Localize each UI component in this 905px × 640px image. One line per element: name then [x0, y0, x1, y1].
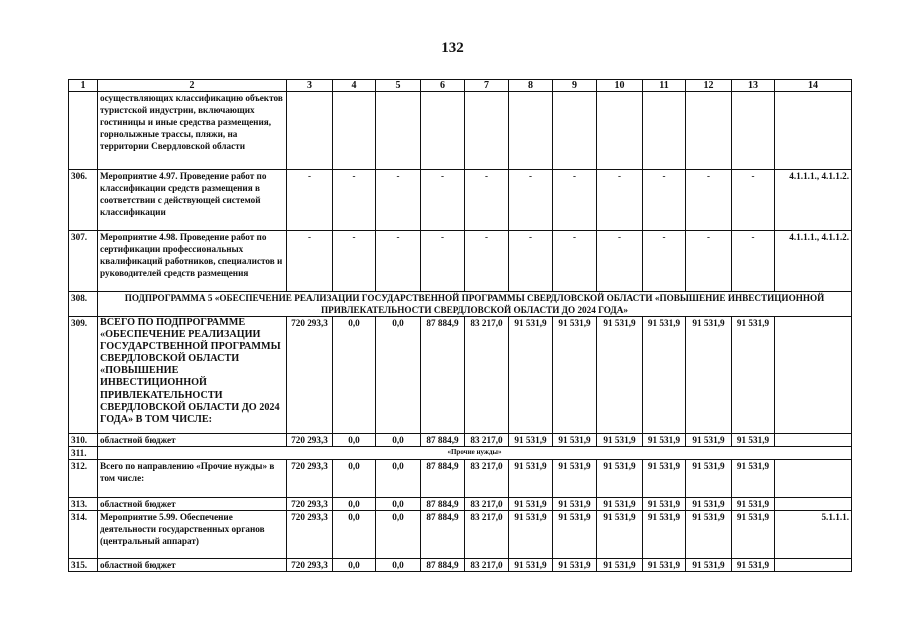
column-header: 9	[553, 80, 597, 92]
funding-value: 83 217,0	[465, 498, 509, 511]
funding-value	[597, 92, 643, 170]
funding-value: 0,0	[333, 511, 376, 559]
funding-value	[421, 92, 465, 170]
column-header: 4	[333, 80, 376, 92]
funding-value: 720 293,3	[287, 511, 333, 559]
funding-value: 91 531,9	[643, 317, 686, 434]
funding-value: 91 531,9	[686, 434, 732, 447]
funding-value: 720 293,3	[287, 434, 333, 447]
table-row	[69, 511, 852, 559]
target-reference	[775, 92, 852, 170]
funding-value: 91 531,9	[732, 317, 775, 434]
target-reference: 4.1.1.1., 4.1.1.2.	[775, 231, 852, 292]
funding-value: 91 531,9	[643, 511, 686, 559]
funding-value: 0,0	[376, 559, 421, 572]
funding-value: 720 293,3	[287, 460, 333, 498]
funding-value: 91 531,9	[509, 460, 553, 498]
funding-value: -	[465, 170, 509, 231]
column-header: 10	[597, 80, 643, 92]
funding-value: 91 531,9	[643, 434, 686, 447]
funding-value: 91 531,9	[686, 511, 732, 559]
funding-value: 83 217,0	[465, 317, 509, 434]
funding-value: 87 884,9	[421, 498, 465, 511]
funding-value: -	[643, 170, 686, 231]
funding-value: 0,0	[376, 317, 421, 434]
funding-value: 0,0	[376, 498, 421, 511]
column-header: 7	[465, 80, 509, 92]
funding-value: -	[553, 231, 597, 292]
funding-value: 720 293,3	[287, 559, 333, 572]
row-description: осуществляющих классификацию объектов туристской индустрии, включающих гостиницы и иные средства размещения, горнолыжные трассы, пляжи, на территории Свердловской области	[98, 92, 287, 170]
row-description: областной бюджет	[98, 559, 287, 572]
funding-value: 720 293,3	[287, 498, 333, 511]
funding-value	[509, 92, 553, 170]
table-row	[69, 92, 852, 170]
column-header: 5	[376, 80, 421, 92]
table-row	[69, 231, 852, 292]
column-header: 6	[421, 80, 465, 92]
column-header: 3	[287, 80, 333, 92]
funding-value: 91 531,9	[686, 559, 732, 572]
row-number: 314.	[69, 511, 98, 559]
row-number: 306.	[69, 170, 98, 231]
program-table	[68, 79, 852, 572]
row-description: областной бюджет	[98, 434, 287, 447]
page-number: 132	[441, 40, 464, 56]
funding-value: 83 217,0	[465, 559, 509, 572]
funding-value: 91 531,9	[686, 460, 732, 498]
funding-value: -	[686, 231, 732, 292]
funding-value: 91 531,9	[732, 434, 775, 447]
table-row	[69, 460, 852, 498]
funding-value: 91 531,9	[553, 434, 597, 447]
column-header: 1	[69, 80, 98, 92]
funding-value	[333, 92, 376, 170]
funding-value: 91 531,9	[553, 460, 597, 498]
funding-value: 91 531,9	[643, 460, 686, 498]
table-row	[69, 317, 852, 434]
header-row	[69, 80, 852, 92]
funding-value: -	[465, 231, 509, 292]
funding-value: 91 531,9	[597, 498, 643, 511]
funding-value: 83 217,0	[465, 460, 509, 498]
table-row	[69, 498, 852, 511]
funding-value: 91 531,9	[686, 317, 732, 434]
funding-value: 91 531,9	[597, 559, 643, 572]
funding-value: 87 884,9	[421, 317, 465, 434]
column-header: 8	[509, 80, 553, 92]
column-header: 12	[686, 80, 732, 92]
funding-value: -	[421, 231, 465, 292]
row-number: 308.	[69, 292, 98, 317]
funding-value: 0,0	[333, 498, 376, 511]
row-number: 310.	[69, 434, 98, 447]
column-header: 2	[98, 80, 287, 92]
row-number: 309.	[69, 317, 98, 434]
funding-value: -	[732, 170, 775, 231]
funding-value: 91 531,9	[553, 511, 597, 559]
funding-value: 91 531,9	[732, 498, 775, 511]
funding-value: 87 884,9	[421, 559, 465, 572]
target-reference	[775, 559, 852, 572]
funding-value: 91 531,9	[553, 498, 597, 511]
section-title: ПОДПРОГРАММА 5 «ОБЕСПЕЧЕНИЕ РЕАЛИЗАЦИИ ГОСУДАРСТВЕННОЙ ПРОГРАММЫ СВЕРДЛОВСКОЙ ОБЛАСТИ «ПОВЫШЕНИЕ ИНВЕСТИЦИОННОЙ ПРИВЛЕКАТЕЛЬНОСТИ СВЕРДЛОВСКОЙ ОБЛАСТИ ДО 2024 ГОДА»	[98, 292, 852, 317]
funding-value: -	[553, 170, 597, 231]
row-number: 313.	[69, 498, 98, 511]
funding-value: 0,0	[333, 559, 376, 572]
row-number: 315.	[69, 559, 98, 572]
funding-value: 0,0	[333, 434, 376, 447]
row-description: областной бюджет	[98, 498, 287, 511]
funding-value: -	[376, 231, 421, 292]
funding-value: -	[732, 231, 775, 292]
row-number	[69, 92, 98, 170]
row-description: Всего по направлению «Прочие нужды» в том числе:	[98, 460, 287, 498]
funding-value: -	[287, 170, 333, 231]
funding-value	[686, 92, 732, 170]
funding-value: 0,0	[376, 434, 421, 447]
funding-value: 91 531,9	[597, 511, 643, 559]
funding-value: 91 531,9	[509, 434, 553, 447]
funding-value: 91 531,9	[509, 317, 553, 434]
funding-value: -	[333, 231, 376, 292]
funding-value: -	[376, 170, 421, 231]
funding-value: 91 531,9	[686, 498, 732, 511]
target-reference: 4.1.1.1., 4.1.1.2.	[775, 170, 852, 231]
funding-value: 87 884,9	[421, 511, 465, 559]
target-reference	[775, 317, 852, 434]
row-number: 311.	[69, 447, 98, 460]
funding-value: 91 531,9	[643, 559, 686, 572]
target-reference	[775, 498, 852, 511]
funding-value: 91 531,9	[509, 511, 553, 559]
funding-value: 83 217,0	[465, 511, 509, 559]
column-header: 14	[775, 80, 852, 92]
funding-value: -	[509, 170, 553, 231]
table-row	[69, 447, 852, 460]
funding-value: 91 531,9	[732, 559, 775, 572]
row-number: 312.	[69, 460, 98, 498]
funding-value: 91 531,9	[597, 434, 643, 447]
funding-value: 91 531,9	[597, 317, 643, 434]
funding-value	[643, 92, 686, 170]
funding-value: 87 884,9	[421, 434, 465, 447]
funding-value: 0,0	[333, 460, 376, 498]
funding-value: 91 531,9	[597, 460, 643, 498]
funding-value: 91 531,9	[553, 317, 597, 434]
funding-value: 0,0	[376, 511, 421, 559]
column-header: 13	[732, 80, 775, 92]
funding-value: -	[643, 231, 686, 292]
funding-value: 91 531,9	[732, 511, 775, 559]
funding-value: -	[287, 231, 333, 292]
funding-value: -	[421, 170, 465, 231]
funding-value	[376, 92, 421, 170]
funding-value: 91 531,9	[509, 559, 553, 572]
funding-value	[287, 92, 333, 170]
column-header: 11	[643, 80, 686, 92]
funding-value: 87 884,9	[421, 460, 465, 498]
row-description: Мероприятие 4.98. Проведение работ по сертификации профессиональных квалификаций работников, специалистов и руководителей средств размещения	[98, 231, 287, 292]
target-reference: 5.1.1.1.	[775, 511, 852, 559]
table-row	[69, 559, 852, 572]
section-title: «Прочие нужды»	[98, 447, 852, 460]
funding-value: -	[597, 231, 643, 292]
table-row	[69, 434, 852, 447]
funding-value	[465, 92, 509, 170]
funding-value: 91 531,9	[509, 498, 553, 511]
funding-value: -	[686, 170, 732, 231]
funding-value	[553, 92, 597, 170]
funding-value: -	[597, 170, 643, 231]
funding-value: 0,0	[333, 317, 376, 434]
row-description: Мероприятие 4.97. Проведение работ по классификации средств размещения в соответствии с действующей системой классификации	[98, 170, 287, 231]
target-reference	[775, 460, 852, 498]
funding-value: -	[333, 170, 376, 231]
table-body	[69, 92, 852, 572]
funding-value: 0,0	[376, 460, 421, 498]
funding-value: 91 531,9	[643, 498, 686, 511]
table-row	[69, 292, 852, 317]
funding-value	[732, 92, 775, 170]
row-number: 307.	[69, 231, 98, 292]
funding-value: 91 531,9	[553, 559, 597, 572]
funding-value: 720 293,3	[287, 317, 333, 434]
row-description: ВСЕГО ПО ПОДПРОГРАММЕ «ОБЕСПЕЧЕНИЕ РЕАЛИЗАЦИИ ГОСУДАРСТВЕННОЙ ПРОГРАММЫ СВЕРДЛОВСКОЙ ОБЛАСТИ «ПОВЫШЕНИЕ ИНВЕСТИЦИОННОЙ ПРИВЛЕКАТЕЛЬНОСТИ СВЕРДЛОВСКОЙ ОБЛАСТИ ДО 2024 ГОДА» В ТОМ ЧИСЛЕ:	[98, 317, 287, 434]
funding-value: -	[509, 231, 553, 292]
table-row	[69, 170, 852, 231]
row-description: Мероприятие 5.99. Обеспечение деятельности государственных органов (центральный аппарат)	[98, 511, 287, 559]
funding-value: 91 531,9	[732, 460, 775, 498]
funding-value: 83 217,0	[465, 434, 509, 447]
target-reference	[775, 434, 852, 447]
